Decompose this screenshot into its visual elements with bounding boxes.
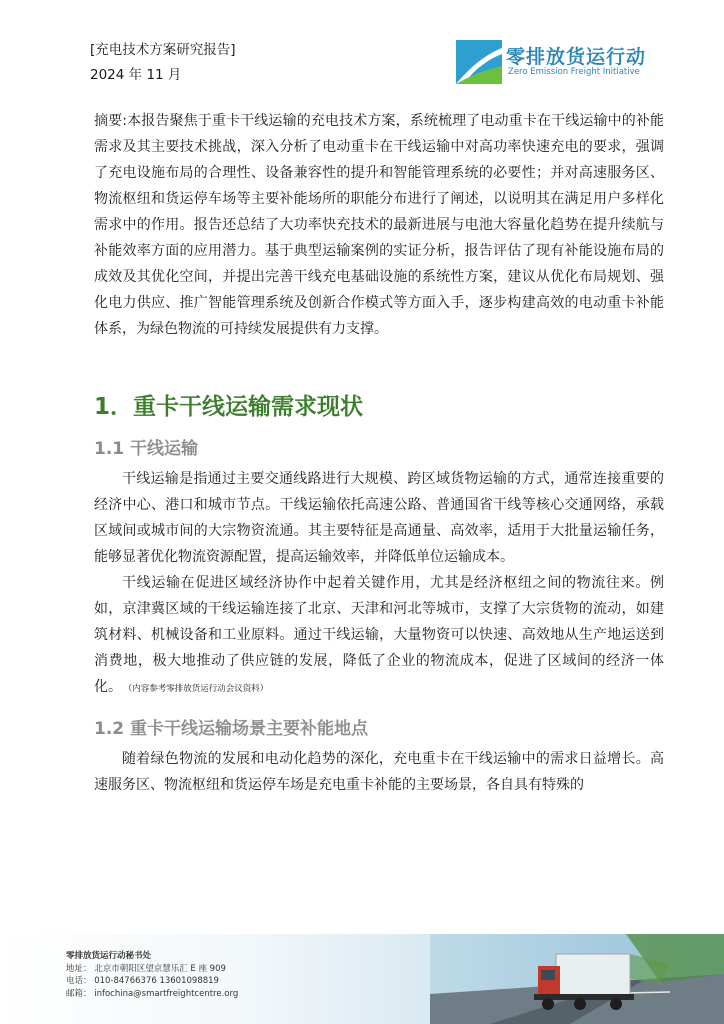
truck-highway-photo	[430, 934, 724, 1024]
report-header	[90, 38, 236, 88]
report-date: 2024 年 11 月	[90, 67, 182, 83]
paragraph-charging-scenarios: 随着绿色物流的发展和电动化趋势的深化，充电重卡在干线运输中的需求日益增长。高速服务区、物流枢纽和货运停车场是充电重卡补能的主要场景，各自具有特殊的	[94, 751, 664, 793]
subsection-heading-1-2: 1.2 重卡干线运输场景主要补能地点	[94, 719, 369, 739]
footer-contact	[66, 950, 238, 1000]
initiative-logo	[456, 40, 656, 84]
paragraph-trunk-role	[94, 570, 664, 702]
footer-phone: 电话： 010-84766376 13601098819	[66, 976, 219, 986]
paragraph-trunk-role-text: 干线运输在促进区域经济协作中起着关键作用，尤其是经济枢纽之间的物流往来。例如，京津冀区域的干线运输连接了北京、天津和河北等城市，支撑了大宗货物的流动，如建筑材料、机械设备和工业原料。通过干线运输，大量物资可以快速、高效地从生产地运送到消费地，极大地推动了供应链的发展，降低了企业的物流成本，促进了区域间的经济一体化。	[94, 575, 664, 695]
footer-org: 零排放货运行动秘书处	[66, 951, 152, 961]
abstract: 摘要:本报告聚焦于重卡干线运输的充电技术方案，系统梳理了电动重卡在干线运输中的补能需求及其主要技术挑战，深入分析了电动重卡在干线运输中对高功率快速充电的要求，强调了充电设施布局的合理性、设备兼容性的提升和智能管理系统的必要性；并对高速服务区、物流枢纽和货运停车场等主要补能场所的职能分布进行了阐述，以说明其在满足用户多样化需求中的作用。报告还总结了大功率快充技术的最新进展与电池大容量化趋势在提升续航与补能效率方面的应用潜力。基于典型运输案例的实证分析，报告评估了现有补能设施布局的成效及其优化空间，并提出完善干线充电基础设施的系统性方案，建议从优化布局规划、强化电力供应、推广智能管理系统及创新合作模式等方面入手，逐步构建高效的电动重卡补能体系，为绿色物流的可持续发展提供有力支撑。	[94, 113, 664, 337]
footer-email: 邮箱： infochina@smartfreightcentre.org	[66, 988, 239, 999]
subsection-heading-1-1: 1.1 干线运输	[94, 439, 199, 459]
section-heading: 1．重卡干线运输需求现状	[94, 394, 364, 420]
logo-mark-icon	[456, 40, 502, 84]
logo-name-cn: 零排放货运行动	[506, 46, 647, 68]
page-footer	[0, 934, 724, 1024]
logo-name-en: Zero Emission Freight Initiative	[508, 67, 640, 77]
report-type: [充电技术方案研究报告]	[90, 42, 236, 58]
source-note: （内容参考零排放货运行动会议资料）	[128, 684, 269, 694]
paragraph-trunk-definition: 干线运输是指通过主要交通线路进行大规模、跨区域货物运输的方式，通常连接重要的经济中心、港口和城市节点。干线运输依托高速公路、普通国省干线等核心交通网络，承载区域间或城市间的大宗物资流通。其主要特征是高通量、高效率，适用于大批量运输任务，能够显著优化物流资源配置，提高运输效率，并降低单位运输成本。	[94, 471, 664, 565]
footer-address: 地址： 北京市朝阳区望京慧乐汇 E 座 909	[66, 963, 226, 974]
